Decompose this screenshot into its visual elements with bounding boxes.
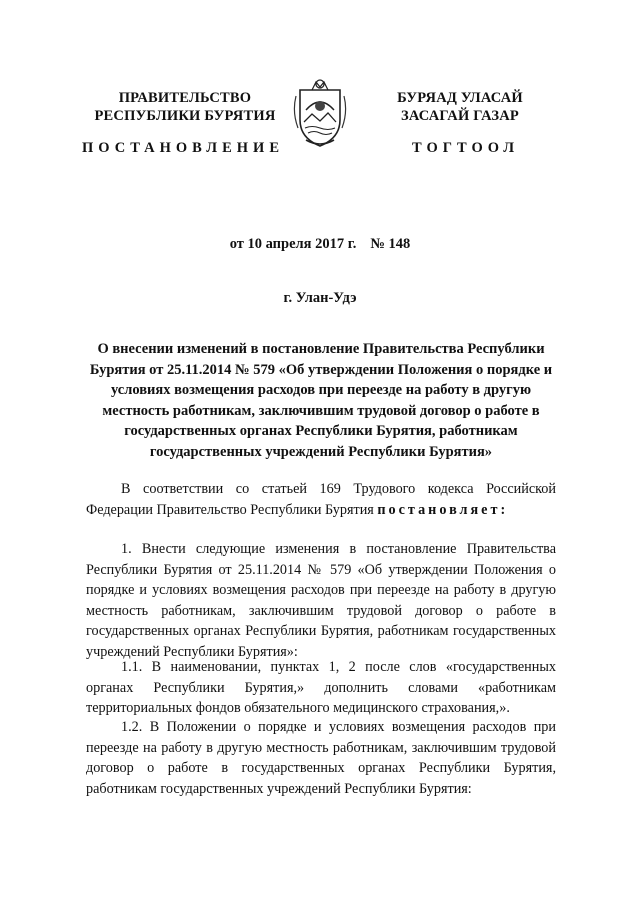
item-1-2-paragraph (86, 717, 556, 799)
issuer-header-russian (80, 89, 290, 125)
document-city: г. Улан-Удэ (283, 290, 357, 306)
document-number: № 148 (370, 236, 411, 252)
item-1-2-text: 1.2. В Положении о порядке и условиях возмещения расходов при переезде на работу в другую местность работникам, заключившим трудовой договор о работе в государственных органах Республики Бурятия, работникам государственных учреждений Республики Бурятия: (86, 719, 556, 797)
item-1-paragraph (86, 539, 556, 663)
document-type-russian: ПОСТАНОВЛЕНИЕ (82, 140, 285, 156)
coat-of-arms-icon (290, 76, 350, 148)
document-date: от 10 апреля 2017 г. (229, 236, 357, 252)
item-1-1-text: 1.1. В наименовании, пунктах 1, 2 после слов «государственных органах Республики Бурятия,» дополнить словами «работникам территориальных фондов обязательного медицинского страхования,». (86, 659, 556, 717)
issuer-header-buryat (355, 89, 565, 125)
date-and-number (0, 236, 640, 253)
preamble-keyword: постановляет: (377, 501, 509, 518)
issuer-line-1: ПРАВИТЕЛЬСТВО (118, 90, 252, 106)
issuer-line-1-buryat: БУРЯАД УЛАСАЙ (397, 90, 523, 106)
item-1-1-paragraph (86, 657, 556, 719)
item-1-text: 1. Внести следующие изменения в постановление Правительства Республики Бурятия от 25.11.2014 № 579 «Об утверждении Положения о порядке и условиях возмещения расходов при переезде на работу в другую местность работникам, заключившим трудовой договор о работе в государственных органах Республики Бурятия, работникам государственных учреждений Республики Бурятия»: (86, 541, 556, 660)
issuer-line-2-buryat: ЗАСАГАЙ ГАЗАР (401, 108, 519, 124)
document-title: О внесении изменений в постановление Правительства Республики Бурятия от 25.11.2014 № 579 «Об утверждении Положения о порядке и условиях возмещения расходов при переезде на работу в другую местность работникам, заключившим трудовой договор о работе в государственных органах Республики Бурятия, работникам государственных учреждений Республики Бурятия» (89, 341, 553, 460)
preamble-paragraph (86, 479, 556, 520)
issuer-line-2: РЕСПУБЛИКИ БУРЯТИЯ (94, 108, 276, 124)
preamble-text: В соответствии со статьей 169 Трудового кодекса Российской Федерации Правительство Республики Бурятия (86, 481, 556, 518)
document-type-buryat: ТОГТООЛ (412, 140, 520, 156)
